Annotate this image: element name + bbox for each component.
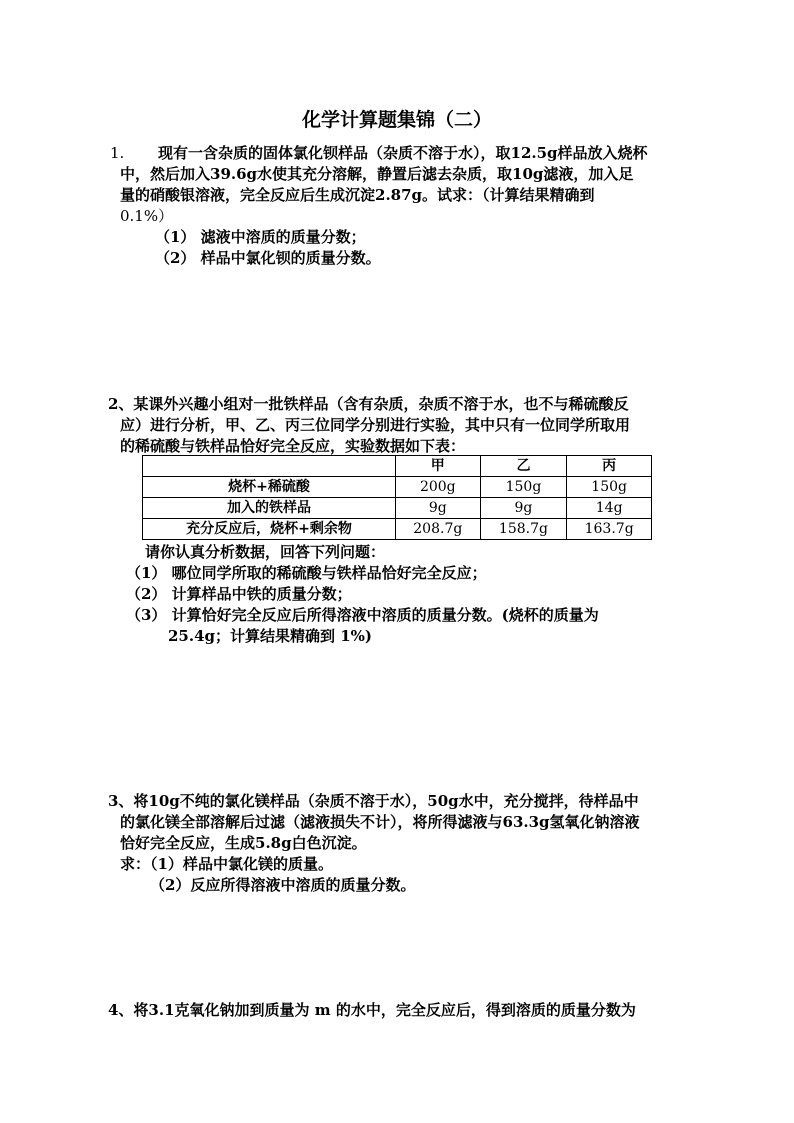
sub-question-continued: 25.4g；计算结果精确到 1%): [168, 627, 373, 645]
sub-question: （1） 哪位同学所取的稀硫酸与铁样品恰好完全反应；: [126, 564, 487, 582]
table-header-row: [143, 456, 652, 477]
question-text-line: 的氯化镁全部溶解后过滤（滤液损失不计），将所得滤液与63.3g氢氧化钠溶液: [120, 813, 640, 831]
table-cell: 9g: [480, 498, 567, 519]
table-header-cell: 甲: [395, 456, 480, 477]
question-prompt: 请你认真分析数据，回答下列问题：: [145, 543, 386, 561]
table-cell: 158.7g: [480, 519, 567, 540]
page-title: 化学计算题集锦（二）: [301, 109, 492, 131]
table-cell: 150g: [567, 477, 652, 498]
sub-question: （2） 计算样品中铁的质量分数；: [126, 585, 352, 603]
question-text-line: 应）进行分析，甲、乙、丙三位同学分别进行实验，其中只有一位同学所取用: [120, 416, 631, 434]
question-text-line: 的稀硫酸与铁样品恰好完全反应，实验数据如下表：: [120, 437, 466, 455]
sub-question: （3） 计算恰好完全反应后所得溶液中溶质的质量分数。(烧杯的质量为: [126, 606, 599, 624]
sub-question: 求：（1）样品中氯化镁的质量。: [120, 855, 333, 873]
table-cell: 充分反应后，烧杯+剩余物: [143, 519, 396, 540]
question-text-line: 现有一含杂质的固体氯化钡样品（杂质不溶于水），取12.5g样品放入烧杯: [158, 144, 648, 162]
table-header-cell: [143, 456, 396, 477]
table-header-cell: 乙: [480, 456, 567, 477]
experiment-data-table: [142, 455, 652, 540]
table-cell: 9g: [395, 498, 480, 519]
table-cell: 14g: [567, 498, 652, 519]
table-cell: 200g: [395, 477, 480, 498]
table-cell: 150g: [480, 477, 567, 498]
question-text-line: 3、将10g不纯的氯化镁样品（杂质不溶于水），50g水中，充分搅拌，待样品中: [108, 792, 639, 810]
sub-question: （2） 样品中氯化钡的质量分数。: [155, 249, 381, 267]
question-number: 1.: [110, 144, 125, 162]
sub-question: （2）反应所得溶液中溶质的质量分数。: [150, 876, 416, 894]
question-text-line: 恰好完全反应，生成5.8g白色沉淀。: [120, 834, 367, 852]
sub-question: （1） 滤液中溶质的质量分数；: [155, 228, 366, 246]
question-text-line: 4、将3.1克氧化钠加到质量为 m 的水中，完全反应后，得到溶质的质量分数为: [108, 1001, 636, 1019]
table-cell: 烧杯+稀硫酸: [143, 477, 396, 498]
table-row: [143, 498, 652, 519]
table-cell: 208.7g: [395, 519, 480, 540]
table-cell: 加入的铁样品: [143, 498, 396, 519]
table-row: [143, 477, 652, 498]
table-row: [143, 519, 652, 540]
table-cell: 163.7g: [567, 519, 652, 540]
question-text-line: 量的硝酸银溶液，完全反应后生成沉淀2.87g。试求：（计算结果精确到: [120, 186, 595, 204]
question-text-line: 中，然后加入39.6g水使其充分溶解，静置后滤去杂质，取10g滤液，加入足: [120, 165, 634, 183]
question-text-line: 0.1%）: [120, 207, 174, 225]
table-header-cell: 丙: [567, 456, 652, 477]
question-text-line: 2、某课外兴趣小组对一批铁样品（含有杂质，杂质不溶于水，也不与稀硫酸反: [108, 395, 629, 413]
